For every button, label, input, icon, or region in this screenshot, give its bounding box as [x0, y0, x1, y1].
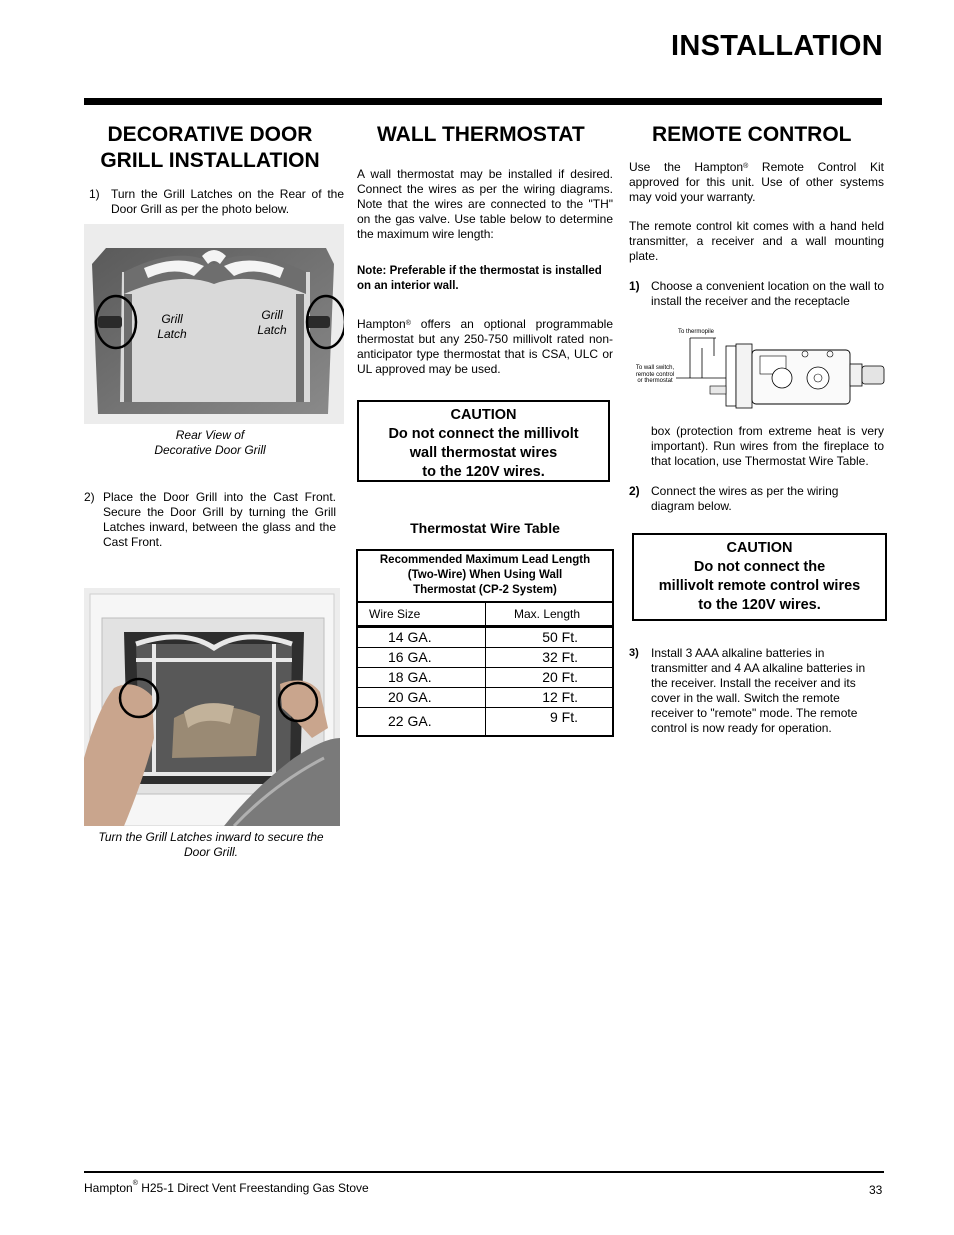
remote-intro: Use the Hampton® Remote Control Kit approved for this unit. Use of other systems may void your warranty. [629, 160, 884, 204]
max-length-cell: 50 Ft. [486, 627, 614, 648]
remote-caution-box [632, 533, 887, 621]
grill-rear-photo [84, 224, 344, 424]
gas-valve-wiring-diagram [630, 326, 886, 412]
step-text: Choose a convenient location on the wall to install the receiver and the receptacle [651, 279, 884, 308]
page-title: INSTALLATION [671, 30, 883, 62]
wire-table-body [357, 627, 613, 737]
wire-size-cell: 22 GA. [357, 708, 486, 737]
step-number: 2) [84, 490, 95, 504]
wire-table-title: Thermostat Wire Table [410, 520, 560, 536]
diagram-label-wall-switch: To wall switch, remote control or thermostat [635, 365, 675, 384]
grill-install-illustration [84, 588, 340, 826]
max-length-cell: 32 Ft. [486, 648, 614, 668]
grill-rear-caption: Rear View of Decorative Door Grill [154, 428, 266, 457]
step-text: Turn the Grill Latches on the Rear of the Door Grill as per the photo below. [111, 187, 344, 216]
remote-kit-description: The remote control kit comes with a hand held transmitter, a receiver and a wall mounting plate. [629, 219, 884, 263]
door-grill-heading-line1: DECORATIVE DOOR [107, 123, 313, 146]
caution-line: to the 120V wires. [698, 597, 821, 613]
max-length-cell: 12 Ft. [486, 688, 614, 708]
step-number: 3) [629, 647, 639, 659]
thermostat-caution-box [357, 400, 610, 482]
max-length-cell: 20 Ft. [486, 668, 614, 688]
thermostat-note: Note: Preferable if the thermostat is installed on an interior wall. [357, 265, 602, 292]
door-grill-step-2 [84, 490, 336, 550]
grill-latch-label-right: Grill Latch [257, 308, 287, 337]
step-text: Install 3 AAA alkaline batteries in transmitter and 4 AA alkaline batteries in the receiver. Install the receiver and its cover in the wall. Switch the remote receiver to "remote" mode. The remote control is now ready for operation. [651, 646, 866, 735]
footer-divider [84, 1171, 884, 1173]
remote-step-1-continued: box (protection from extreme heat is very important). Run wires from the fireplace to that location, use Thermostat Wire Table. [651, 424, 884, 468]
thermostat-heading: WALL THERMOSTAT [377, 123, 585, 146]
remote-step-1 [629, 279, 884, 309]
caution-line: Do not connect the millivolt [388, 426, 579, 442]
door-grill-heading [84, 122, 336, 174]
table-row [357, 668, 613, 688]
door-grill-step-1 [89, 187, 344, 217]
max-length-column-header: Max. Length [486, 602, 614, 627]
wire-size-cell: 20 GA. [357, 688, 486, 708]
caution-line: millivolt remote control wires [658, 578, 861, 594]
table-row [357, 688, 613, 708]
wire-table-header: Recommended Maximum Lead Length (Two-Wire) When Using Wall Thermostat (CP-2 System) [357, 550, 613, 602]
table-row [357, 708, 613, 737]
step-number: 1) [89, 187, 100, 201]
caution-line: Do not connect the [693, 559, 826, 575]
wire-table [356, 549, 614, 737]
remote-step-2 [629, 484, 884, 514]
max-length-cell: 9 Ft. [549, 709, 578, 725]
step-number: 2) [629, 484, 640, 498]
table-row [357, 648, 613, 668]
grill-install-photo [84, 588, 340, 826]
diagram-label-thermopile: To thermopile [678, 329, 715, 335]
page-number: 33 [869, 1183, 883, 1197]
grill-install-caption: Turn the Grill Latches inward to secure the Door Grill. [98, 830, 324, 859]
caution-line: wall thermostat wires [409, 445, 558, 461]
step-text: Place the Door Grill into the Cast Front. Secure the Door Grill by turning the Grill Latches inward, between the glass and the Cast Front. [103, 490, 336, 549]
door-grill-heading-line2: GRILL INSTALLATION [100, 149, 320, 172]
step-number: 1) [629, 279, 640, 293]
table-row [357, 627, 613, 648]
top-divider [84, 98, 882, 105]
caution-title: CAUTION [450, 407, 517, 423]
wire-size-cell: 16 GA. [357, 648, 486, 668]
wire-size-cell: 14 GA. [357, 627, 486, 648]
grill-latch-label-left: Grill Latch [157, 312, 187, 341]
step-text: Connect the wires as per the wiring diagram below. [651, 484, 839, 513]
caution-line: to the 120V wires. [422, 464, 545, 480]
caution-title: CAUTION [726, 540, 793, 556]
remote-step-3 [629, 646, 884, 736]
remote-heading: REMOTE CONTROL [652, 123, 852, 146]
wire-size-cell: 18 GA. [357, 668, 486, 688]
wire-size-column-header: Wire Size [357, 602, 486, 627]
footer-product-name: Hampton® H25-1 Direct Vent Freestanding Gas Stove [84, 1180, 369, 1195]
thermostat-options: Hampton® offers an optional programmable thermostat but any 250-750 millivolt rated non-anticipator type thermostat that is CSA, ULC or UL approved may be used. [357, 317, 613, 376]
grill-rear-illustration [84, 224, 344, 424]
thermostat-intro: A wall thermostat may be installed if desired. Connect the wires as per the wiring diagrams. Note that the wires are connected to the "TH" on the gas valve. Use table below to determine the maximum wire length: [357, 167, 613, 241]
